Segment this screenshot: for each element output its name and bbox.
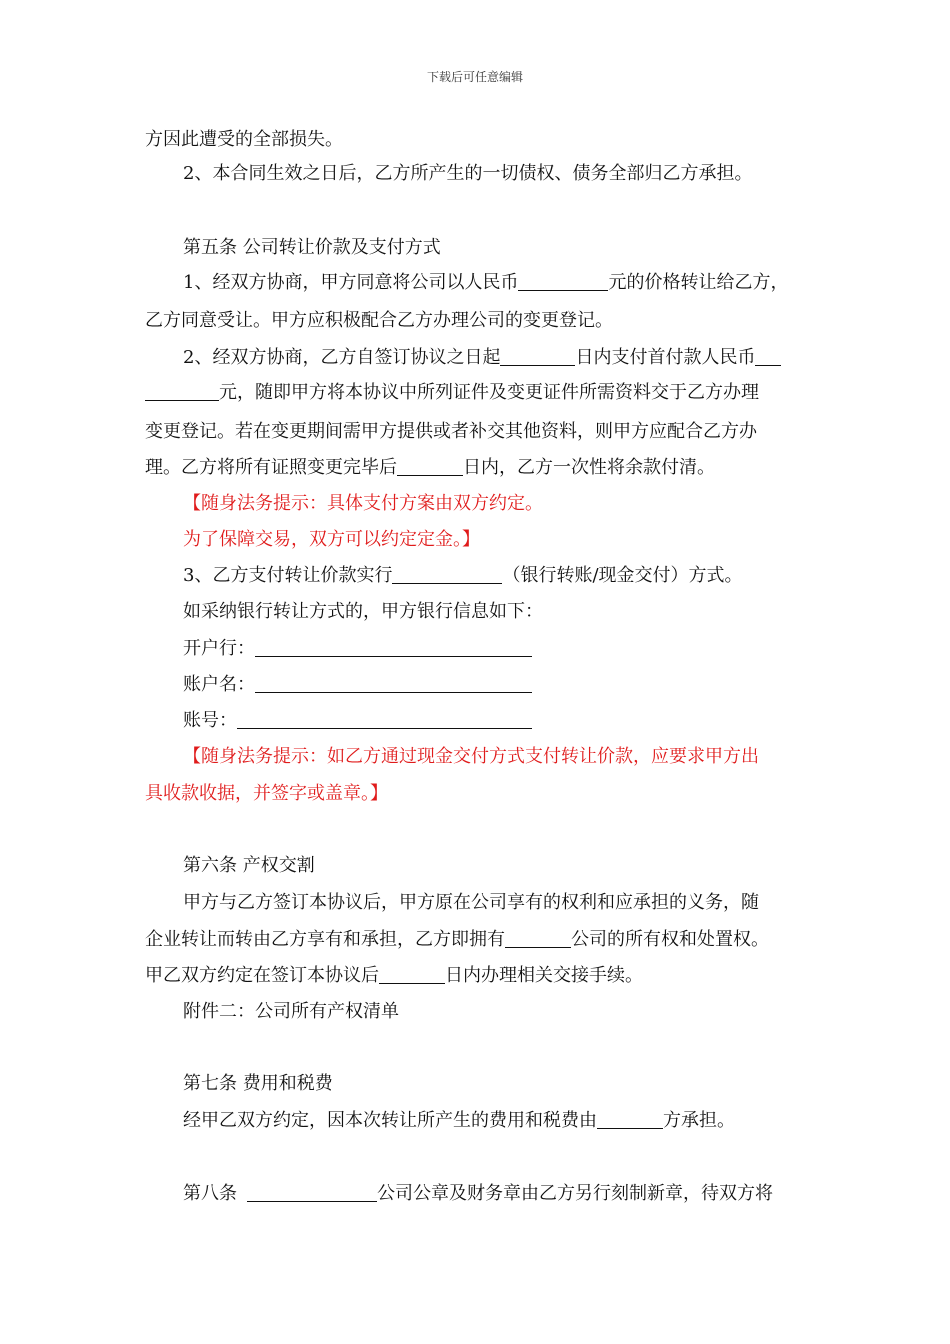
- bank-name-blank[interactable]: [255, 638, 532, 657]
- company-seal-blank[interactable]: [247, 1183, 377, 1202]
- article-7-title: 第七条 费用和税费: [183, 1073, 333, 1094]
- payment-method-blank[interactable]: [392, 565, 502, 584]
- bank-name-row: 开户行：: [183, 636, 532, 662]
- paragraph-line: 1、经双方协商，甲方同意将公司以人民币 元的价格转让给乙方，: [183, 272, 789, 293]
- price-blank[interactable]: [518, 272, 608, 291]
- company-name-blank[interactable]: [505, 929, 571, 948]
- paragraph-line: 2、经双方协商，乙方自签订协议之日起 日内支付首付款人民币: [183, 345, 781, 371]
- fee-party-blank[interactable]: [597, 1110, 663, 1129]
- down-payment-blank-b[interactable]: [145, 382, 219, 401]
- paragraph-line: 2、本合同生效之日后，乙方所产生的一切债权、债务全部归乙方承担。: [183, 163, 753, 184]
- article-8-line: 第八条 公司公章及财务章由乙方另行刻制新章，待双方将: [183, 1183, 773, 1204]
- paragraph-line: 如采纳银行转让方式的，甲方银行信息如下：: [183, 601, 543, 622]
- days-blank[interactable]: [500, 347, 575, 366]
- account-number-row: 账号：: [183, 708, 532, 734]
- paragraph-line: 理。乙方将所有证照变更完毕后 日内，乙方一次性将余款付清。: [145, 457, 715, 478]
- article-6-title: 第六条 产权交割: [183, 855, 315, 876]
- account-name-row: 账户名：: [183, 672, 532, 698]
- down-payment-blank-a[interactable]: [755, 347, 781, 366]
- account-number-blank[interactable]: [237, 710, 532, 729]
- legal-tip: 具收款收据，并签字或盖章。】: [145, 783, 388, 804]
- paragraph-line: 甲方与乙方签订本协议后，甲方原在公司享有的权利和应承担的义务，随: [183, 892, 759, 913]
- article-5-title: 第五条 公司转让价款及支付方式: [183, 237, 441, 258]
- paragraph-line: 元，随即甲方将本协议中所列证件及变更证件所需资料交于乙方办理: [145, 380, 759, 406]
- legal-tip: 为了保障交易，双方可以约定定金。】: [183, 529, 480, 550]
- paragraph-line: 甲乙双方约定在签订本协议后 日内办理相关交接手续。: [145, 965, 643, 986]
- account-name-blank[interactable]: [255, 674, 532, 693]
- legal-tip: 【随身法务提示：具体支付方案由双方约定。: [183, 493, 543, 514]
- paragraph-line: 企业转让而转由乙方享有和承担，乙方即拥有 公司的所有权和处置权。: [145, 929, 769, 950]
- attachment-line: 附件二：公司所有产权清单: [183, 1001, 399, 1022]
- page-header: 下载后可任意编辑: [426, 70, 523, 84]
- paragraph-line: 乙方同意受让。甲方应积极配合乙方办理公司的变更登记。: [145, 310, 613, 331]
- paragraph-line: 变更登记。若在变更期间需甲方提供或者补交其他资料，则甲方应配合乙方办: [145, 421, 757, 442]
- paragraph-line: 经甲乙双方约定，因本次转让所产生的费用和税费由 方承担。: [183, 1110, 735, 1131]
- balance-days-blank[interactable]: [397, 457, 463, 476]
- paragraph-line: 方因此遭受的全部损失。: [145, 129, 343, 150]
- paragraph-line: 3、乙方支付转让价款实行 （银行转账/现金交付）方式。: [183, 565, 743, 586]
- legal-tip: 【随身法务提示：如乙方通过现金交付方式支付转让价款，应要求甲方出: [183, 746, 759, 767]
- handover-days-blank[interactable]: [379, 965, 445, 984]
